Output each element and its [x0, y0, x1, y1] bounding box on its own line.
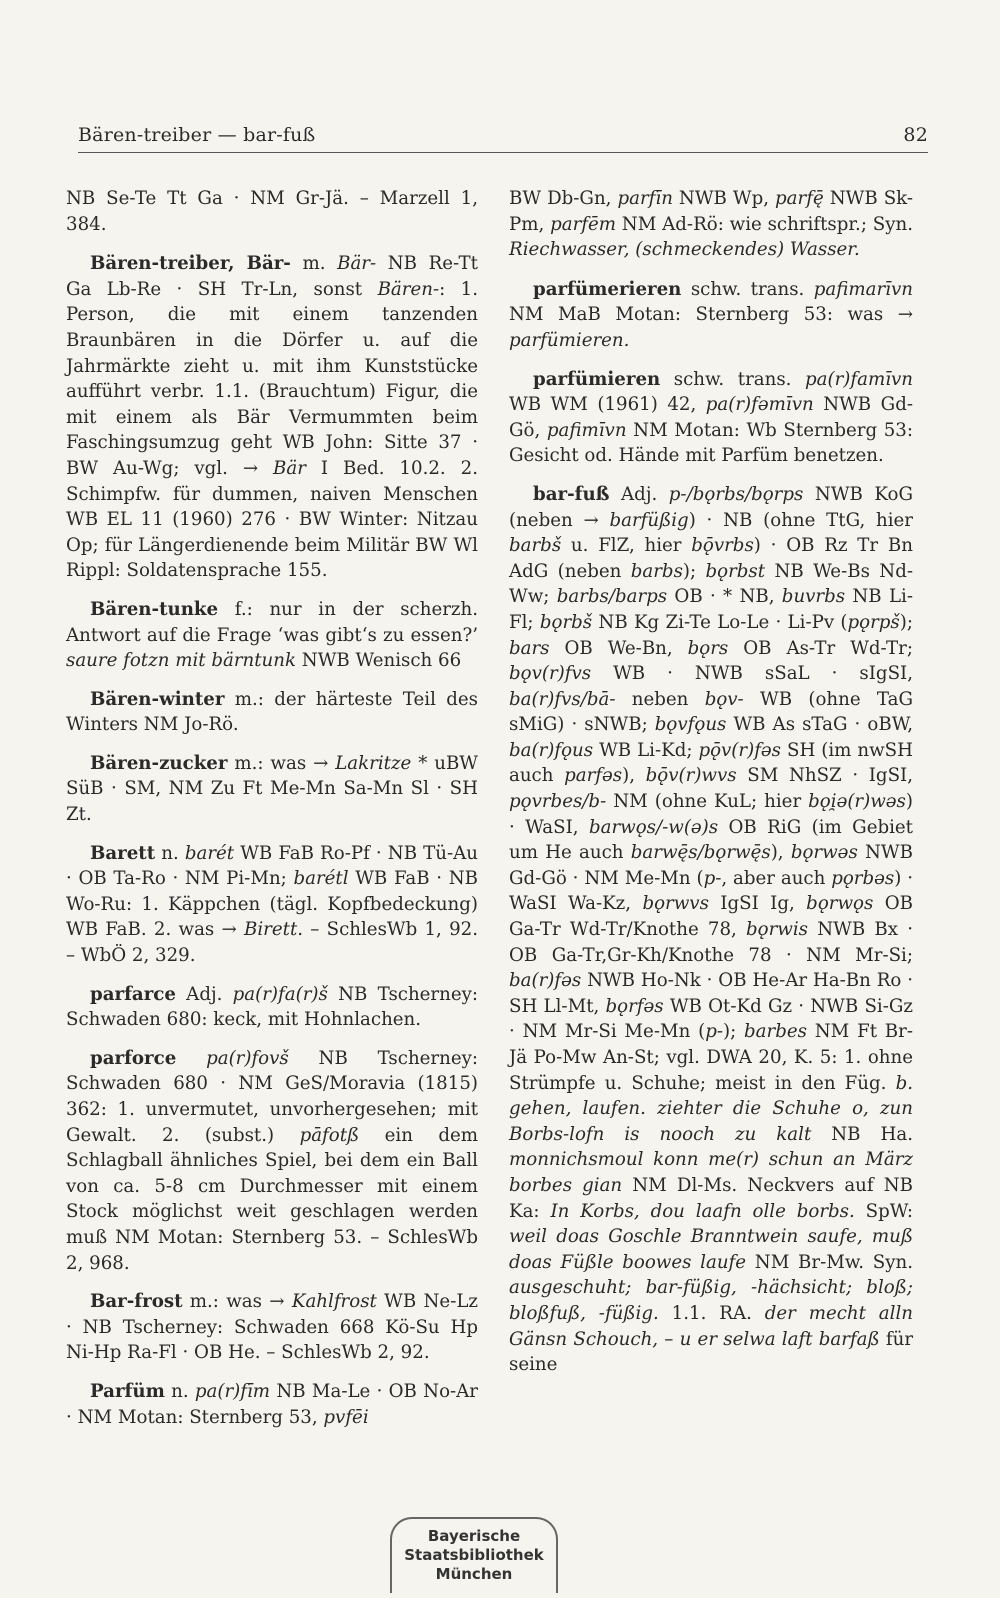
headword: Bären-tunke	[90, 598, 219, 620]
entry-baeren-zucker: Bären-zucker m.: was → Lakritze * uBW SüB · SM, NM Zu Ft Me-Mn Sa-Mn Sl · SH Zt.	[66, 752, 478, 826]
headword: Bären-winter	[90, 688, 225, 710]
page-number: 82	[903, 124, 928, 146]
library-stamp	[390, 1517, 558, 1593]
entry-parfarce: parfarce Adj. pa(r)fa(r)š NB Tscherney: Schwaden 680: keck, mit Hohnlachen.	[66, 983, 479, 1031]
entry-baeren-winter: Bären-winter m.: der härteste Teil des Winters NM Jo-Rö.	[66, 688, 478, 736]
headword: Bar-frost	[90, 1291, 183, 1313]
right-column	[509, 186, 913, 1391]
headword: parfümerieren	[533, 278, 682, 300]
headword: bar-fuß	[533, 483, 610, 505]
entry-bar-frost: Bar-frost m.: was → Kahlfrost WB Ne-Lz · NB Tscherney: Schwaden 668 Kö-Su Hp Ni-Hp Ra-Fl · OB He. – SchlesWb 2, 92.	[66, 1291, 479, 1364]
headword: Parfüm	[90, 1380, 165, 1402]
entry-parfuem: Parfüm n. pa(r)fīm NB Ma-Le · OB No-Ar · NM Motan: Sternberg 53, pvfēi	[66, 1380, 478, 1428]
entry-parforce: parforce pa(r)fovš NB Tscherney: Schwaden 680 · NM GeS/Moravia (1815) 362: 1. unvermutet, unvorhergesehen; mit Gewalt. 2. (subst.) pāfotß ein dem Schlagball ähnliches Spiel, bei dem ein Ball von ca. 5-8 cm Durchmesser mit einem Stock möglichst weit geschlagen werden muß NM Motan: Sternberg 53. – SchlesWb 2, 968.	[66, 1047, 478, 1274]
entry-baeren-treiber: Bären-treiber, Bär- m. Bär- NB Re-Tt Ga Lb-Re · SH Tr-Ln, sonst Bären-: 1. Person, die mit einem tanzenden Braunbären in die Dörfer u. auf die Jahrmärkte zieht u. mit ihm Kunststücke aufführt verbr. 1.1. (Brauchtum) Figur, die mit einem als Bär Vermummten beim Faschingsumzug geht WB John: Sitte 37 · BW Au-Wg; vgl. → Bär I Bed. 10.2. 2. Schimpfw. für dummen, naiven Menschen WB EL 11 (1960) 276 · BW Winter: Nitzau Op; für Längerdienende beim Militär BW Wl Rippl: Soldatensprache 155.	[66, 253, 479, 582]
running-head: Bären-treiber — bar-fuß	[78, 124, 316, 146]
stamp-line: Bayerische	[427, 1527, 521, 1545]
headword: Barett	[90, 842, 156, 864]
entry-bar-fuss: bar-fuß Adj. p-/bǫrbs/bǫrps NWB KoG (neben → barfüßig) · NB (ohne TtG, hier barbš u. FlZ, hier bǭvrbs) · OB Rz Tr Bn AdG (neben barbs); bǫrbst NB We-Bs Nd-Ww; barbs/barps OB · * NB, buvrbs NB Li-Fl; bǫrbš NB Kg Zi-Te Lo-Le · Li-Pv (pǫrpš); bars OB We-Bn, bǫrs OB As-Tr Wd-Tr; bǫv(r)fvs WB · NWB sSaL · sIgSI, ba(r)fvs/bā- neben bǫv- WB (ohne TaG sMiG) · sNWB; bǫvfǫus WB As sTaG · oBW, ba(r)fǫus WB Li-Kd; pǭv(r)fəs SH (im nwSH auch parfəs), bǭv(r)wvs SM NhSZ · IgSI, pǫvrbes/b- NM (ohne KuL; hier bǫi̯ə(r)wəs) · WaSI, barwǫs/-w(ə)s OB RiG (im Gebiet um He auch barwę̄s/bǫrwę̄s), bǫrwəs NWB Gd-Gö · NM Me-Mn (p-, aber auch pǫrbəs) · WaSI Wa-Kz, bǫrwvs IgSI Ig, bǫrwǫs OB Ga-Tr Wd-Tr/Knothe 78, bǫrwis NWB Bx · OB Ga-Tr,Gr-Kh/Knothe 78 · NM Mr-Si; ba(r)fəs NWB Ho-Nk · OB He-Ar Ha-Bn Ro · SH Ll-Mt, bǫrfəs WB Ot-Kd Gz · NWB Si-Gz · NM Mr-Si Me-Mn (p-); barbes NM Ft Br-Jä Po-Mw An-St; vgl. DWA 20, K. 5: 1. ohne Strümpfe u. Schuhe; meist in den Füg. b. gehen, laufen. ziehter die Schuhe o, zun Borbs-lofn is nooch zu kalt NB Ha. monnichsmoul konn me(r) schun an März borbes gian NM Dl-Ms. Neckvers auf NB Ka: In Korbs, dou laafn olle borbs. SpW: weil doas Goschle Branntwein saufe, muß doas Füßle boowes laufe NM Br-Mw. Syn. ausgeschuht; bar-füßig, -hächsicht; bloß; bloßfuß, -füßig. 1.1. RA. der mecht alln Gänsn Schouch, – u er selwa laft barfaß für seine	[509, 483, 914, 1376]
headword: parfarce	[90, 983, 176, 1005]
entry-continuation: NB Se-Te Tt Ga · NM Gr-Jä. – Marzell 1, 384.	[66, 188, 478, 235]
stamp-line: Staatsbibliothek	[404, 1546, 544, 1564]
headword: Bären-zucker	[90, 752, 228, 774]
entry-parfuemerieren: parfümerieren schw. trans. pafimarīvn NM MaB Motan: Sternberg 53: was → parfümieren.	[509, 278, 913, 351]
headword: parforce	[90, 1047, 177, 1069]
entry-parfuemieren: parfümieren schw. trans. pa(r)famīvn WB WM (1961) 42, pa(r)fəmīvn NWB Gd-Gö, pafimīvn NM Motan: Wb Sternberg 53: Gesicht od. Hände mit Parfüm benetzen.	[509, 368, 913, 467]
entry-continuation: BW Db-Gn, parfīn NWB Wp, parfę̄ NWB Sk-Pm, parfēm NM Ad-Rö: wie schriftspr.; Syn. Riechwasser, (schmeckendes) Wasser.	[509, 188, 914, 261]
page-header	[78, 124, 928, 152]
headword: parfümieren	[533, 368, 661, 390]
left-column	[66, 186, 478, 1443]
headword: Bären-treiber, Bär-	[90, 253, 291, 275]
entry-barett: Barett n. barét WB FaB Ro-Pf · NB Tü-Au · OB Ta-Ro · NM Pi-Mn; barétl WB FaB · NB Wo-Ru: 1. Käppchen (tägl. Kopfbedeckung) WB FaB. 2. was → Birett. – SchlesWb 1, 92. – WbÖ 2, 329.	[66, 842, 478, 967]
entry-baeren-tunke: Bären-tunke f.: nur in der scherzh. Antwort auf die Frage ‘was gibt‘s zu essen?’ saure fotzn mit bärntunk NWB Wenisch 66	[66, 598, 478, 672]
stamp-line: München	[435, 1565, 513, 1583]
header-rule	[78, 152, 928, 153]
